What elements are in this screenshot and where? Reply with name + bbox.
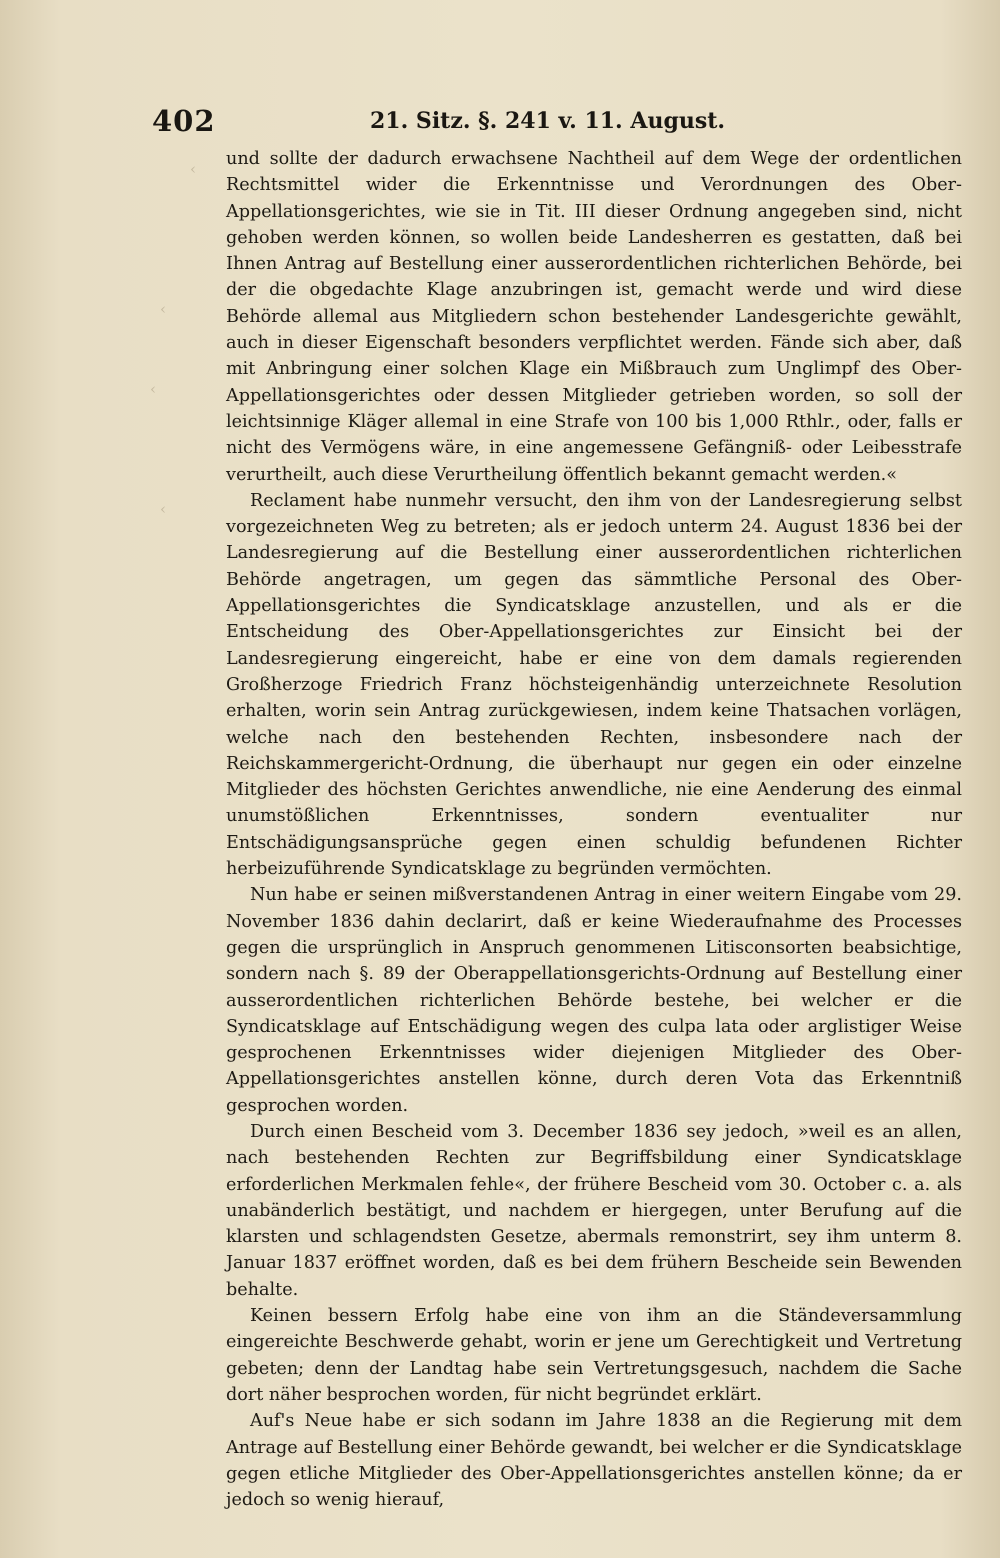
body-text <box>226 146 962 1513</box>
paragraph-3: Nun habe er seinen mißverstandenen Antrag in einer weitern Eingabe vom 29. November 1836 dahin declarirt, daß er keine Wiederaufnahme des Processes gegen die ursprünglich in Anspruch genommenen Litisconsorten beabsichtige, sondern nach §. 89 der Oberappellationsgerichts-Ordnung auf Bestellung einer ausserordentlichen richterlichen Behörde bestehe, bei welcher er die Syndicatsklage auf Entschädigung wegen des culpa lata oder arglistiger Weise gesprochenen Erkenntnisses wider diejenigen Mitglieder des Ober-Appellationsgerichtes anstellen könne, durch deren Vota das Erkenntniß gesprochen worden. <box>226 885 962 1116</box>
paragraph-4: Durch einen Bescheid vom 3. December 1836 sey jedoch, »weil es an allen, nach bestehenden Rechten zur Begriffsbildung einer Syndicatsklage erforderlichen Merkmalen fehle«, der frühere Bescheid vom 30. October c. a. als unabänderlich bestätigt, und nachdem er hiergegen, unter Berufung auf die klarsten und schlagendsten Gesetze, abermals remonstrirt, sey ihm unterm 8. Januar 1837 eröffnet worden, daß es bei dem frühern Bescheide sein Bewenden behalte. <box>226 1121 962 1300</box>
paragraph-1: und sollte der dadurch erwachsene Nachtheil auf dem Wege der ordentlichen Rechtsmittel wider die Erkenntnisse und Verordnungen des Ober-Appellationsgerichtes, wie sie in Tit. III dieser Ordnung angegeben sind, nicht gehoben werden können, so wollen beide Landesherren es gestatten, daß bei Ihnen Antrag auf Bestellung einer ausserordentlichen richterlichen Behörde, bei der die obgedachte Klage anzubringen ist, gemacht werde und wird diese Behörde allemal aus Mitgliedern schon bestehender Landesgerichte gewählt, auch in dieser Eigenschaft besonders verpflichtet werden. Fände sich aber, daß mit Anbringung einer solchen Klage ein Mißbrauch zum Unglimpf des Ober-Appellationsgerichtes oder dessen Mitglieder getrieben worden, so soll der leichtsinnige Kläger allemal in eine Strafe von 100 bis 1,000 Rthlr., oder, falls er nicht des Vermögens wäre, in eine angemessene Gefängniß- oder Leibesstrafe verurtheilt, auch diese Verurtheilung öffentlich bekannt gemacht werden.« <box>226 149 962 485</box>
page-header <box>152 104 960 144</box>
page-number: 402 <box>152 104 216 138</box>
show-through-mark: ‹ <box>160 500 166 518</box>
paragraph-6: Auf's Neue habe er sich sodann im Jahre 1838 an die Regierung mit dem Antrage auf Bestellung einer Behörde gewandt, bei welcher er die Syndicatsklage gegen etliche Mitglieder des Ober-Appellationsgerichtes anstellen könne; da er jedoch so wenig hierauf, <box>226 1411 962 1511</box>
paragraph-5: Keinen bessern Erfolg habe eine von ihm an die Ständeversammlung eingereichte Beschwerde gehabt, worin er jene um Gerechtigkeit und Vertretung gebeten; denn der Landtag habe sein Vertretungsgesuch, nachdem die Sache dort näher besprochen worden, für nicht begründet erklärt. <box>226 1306 962 1405</box>
paragraph-2: Reclament habe nunmehr versucht, den ihm von der Landesregierung selbst vorgezeichneten Weg zu betreten; als er jedoch unterm 24. August 1836 bei der Landesregierung auf die Bestellung einer ausserordentlichen richterlichen Behörde angetragen, um gegen das sämmtliche Personal des Ober-Appellationsgerichtes die Syndicatsklage anzustellen, und als er die Entscheidung des Ober-Appellationsgerichtes zur Einsicht bei der Landesregierung eingereicht, habe er eine von dem damals regierenden Großherzoge Friedrich Franz höchsteigenhändig unterzeichnete Resolution erhalten, worin sein Antrag zurückgewiesen, indem keine Thatsachen vorlägen, welche nach den bestehenden Rechten, insbesondere nach der Reichskammergericht-Ordnung, die überhaupt nur gegen ein oder einzelne Mitglieder des höchsten Gerichtes anwendliche, nie eine Aenderung des einmal unumstößlichen Erkenntnisses, sondern eventualiter nur Entschädigungsansprüche gegen einen schuldig befundenen Richter herbeizuführende Syndicatsklage zu begründen vermöchten. <box>226 490 962 880</box>
show-through-mark: ‹ <box>160 300 166 318</box>
show-through-mark: ‹ <box>190 160 196 178</box>
show-through-mark: ‹ <box>150 380 156 398</box>
running-head: 21. Sitz. §. 241 v. 11. August. <box>370 108 726 134</box>
